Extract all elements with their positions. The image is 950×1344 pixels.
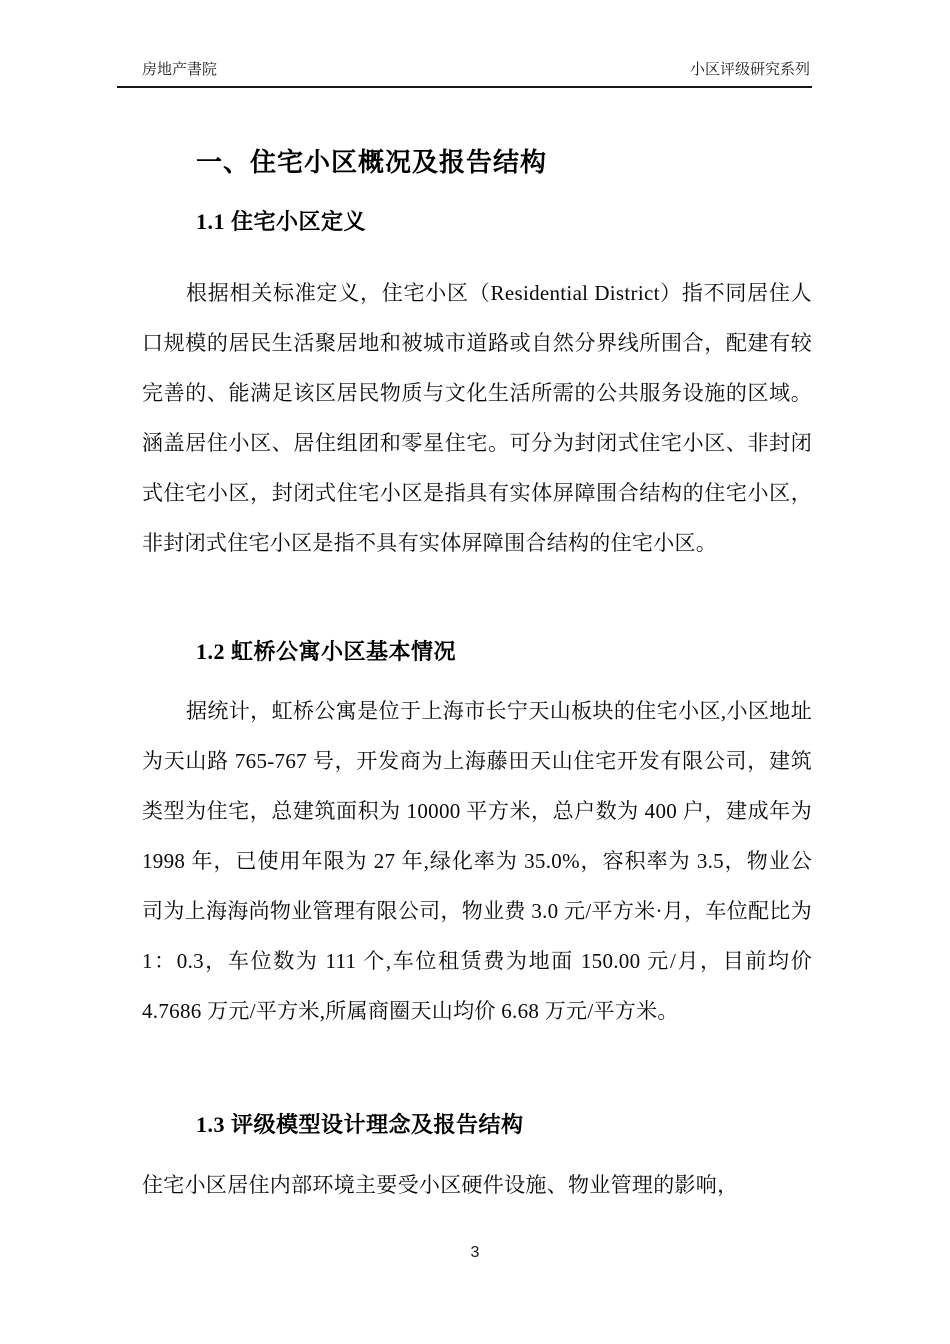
chapter-title: 一、住宅小区概况及报告结构 bbox=[196, 148, 548, 177]
paragraph-model-design: 住宅小区居住内部环境主要受小区硬件设施、物业管理的影响， bbox=[142, 1173, 739, 1197]
page-header bbox=[117, 58, 812, 88]
header-right-text: 小区评级研究系列 bbox=[689, 61, 810, 78]
header-left-text: 房地产書院 bbox=[142, 61, 218, 78]
paragraph-basic-info: 据统计，虹桥公寓是位于上海市长宁天山板块的住宅小区,小区地址为天山路 765-767 号，开发商为上海藤田天山住宅开发有限公司，建筑类型为住宅，总建筑面积为 10000 平方米，总户数为 400 户，建成年为 1998 年，已使用年限为 27 年,绿化率为 35.0%，容积率为 3.5，物业公司为上海海尚物业管理有限公司，物业费 3.0 元/平方米·月，车位配比为 1：0.3，车位数为 111 个,车位租赁费为地面 150.00 元/月，目前均价 4.7686 万元/平方米,所属商圈天山均价 6.68 万元/平方米。 bbox=[142, 699, 812, 1023]
page-number: 3 bbox=[470, 1244, 480, 1261]
paragraph-definition: 根据相关标准定义，住宅小区（Residential District）指不同居住人口规模的居民生活聚居地和被城市道路或自然分界线所围合，配建有较完善的、能满足该区居民物质与文化生活所需的公共服务设施的区域。涵盖居住小区、居住组团和零星住宅。可分为封闭式住宅小区、非封闭式住宅小区，封闭式住宅小区是指具有实体屏障围合结构的住宅小区，非封闭式住宅小区是指不具有实体屏障围合结构的住宅小区。 bbox=[142, 281, 812, 555]
section-heading-1-3: 1.3 评级模型设计理念及报告结构 bbox=[196, 1112, 524, 1137]
section-heading-1-1: 1.1 住宅小区定义 bbox=[196, 209, 367, 234]
section-heading-1-2: 1.2 虹桥公寓小区基本情况 bbox=[196, 639, 457, 664]
